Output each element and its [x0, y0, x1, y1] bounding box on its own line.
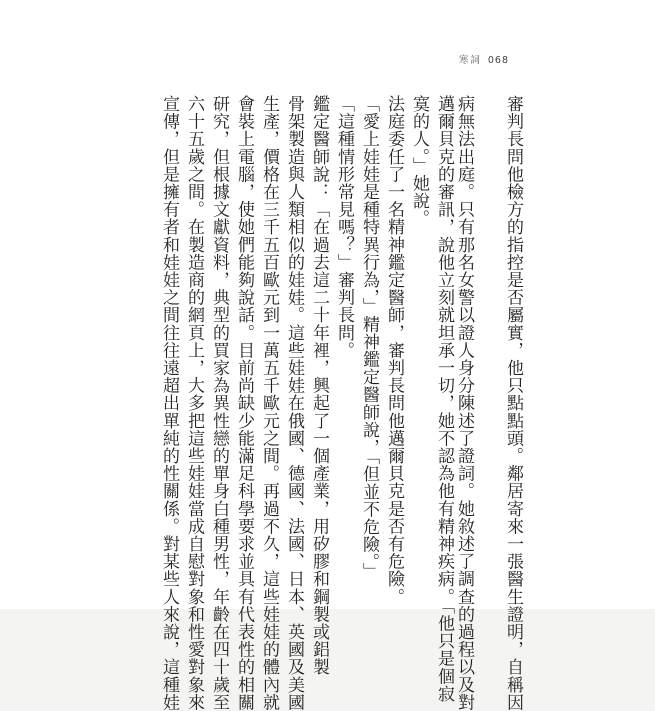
chapter-title: 寒詞	[458, 55, 482, 66]
text-column: 法庭委任了一名精神鑑定醫師，審判長問他邁爾貝克是否有危險。	[384, 95, 404, 606]
text-column: 鑑定醫師說：「在過去這二十年裡，興起了一個產業，用矽膠和鋼製或鋁製	[309, 95, 329, 676]
text-column: 六十五歲之間。在製造商的網頁上，大多把這些娃娃當成自慰對象和性愛對象來	[184, 95, 204, 711]
running-header	[459, 52, 509, 66]
text-column: 審判長問他檢方的指控是否屬實，他只點點頭。鄰居寄來一張醫生證明，自稱因	[503, 95, 523, 711]
text-column: 生產，價格在三千五百歐元到一萬五千歐元之間。再過不久，這些娃娃的體內就	[259, 95, 279, 711]
text-column: 「愛上娃娃是種特異行為，」精神鑑定醫師說，「但並不危險。」	[359, 95, 379, 580]
text-column: 骨架製造與人類相似的娃娃。這些娃娃在俄國、德國、法國、日本、英國及美國	[284, 95, 304, 711]
text-column: 寞的人。」她說。	[409, 95, 429, 228]
text-column: 「這種情形常見嗎？」審判長問。	[334, 95, 354, 359]
text-column: 宣傳，但是擁有者和娃娃之間往往遠超出單純的性關係。對某些人來說，這種娃	[159, 95, 179, 711]
text-column: 研究，但根據文獻資料，典型的買家為異性戀的單身白種男性，年齡在四十歲至	[209, 95, 229, 711]
text-column: 邁爾貝克的審訊，說他立刻就坦承一切，她不認為他有精神疾病。「他只是個寂	[434, 95, 454, 703]
text-column: 會裝上電腦，使她們能夠說話。目前尚缺少能滿足科學要求並具有代表性的相關	[234, 95, 254, 711]
text-column: 病無法出庭。只有那名女警以證人身分陳述了證詞。她敘述了調查的過程以及對	[454, 95, 474, 711]
page-number: 068	[487, 55, 509, 66]
